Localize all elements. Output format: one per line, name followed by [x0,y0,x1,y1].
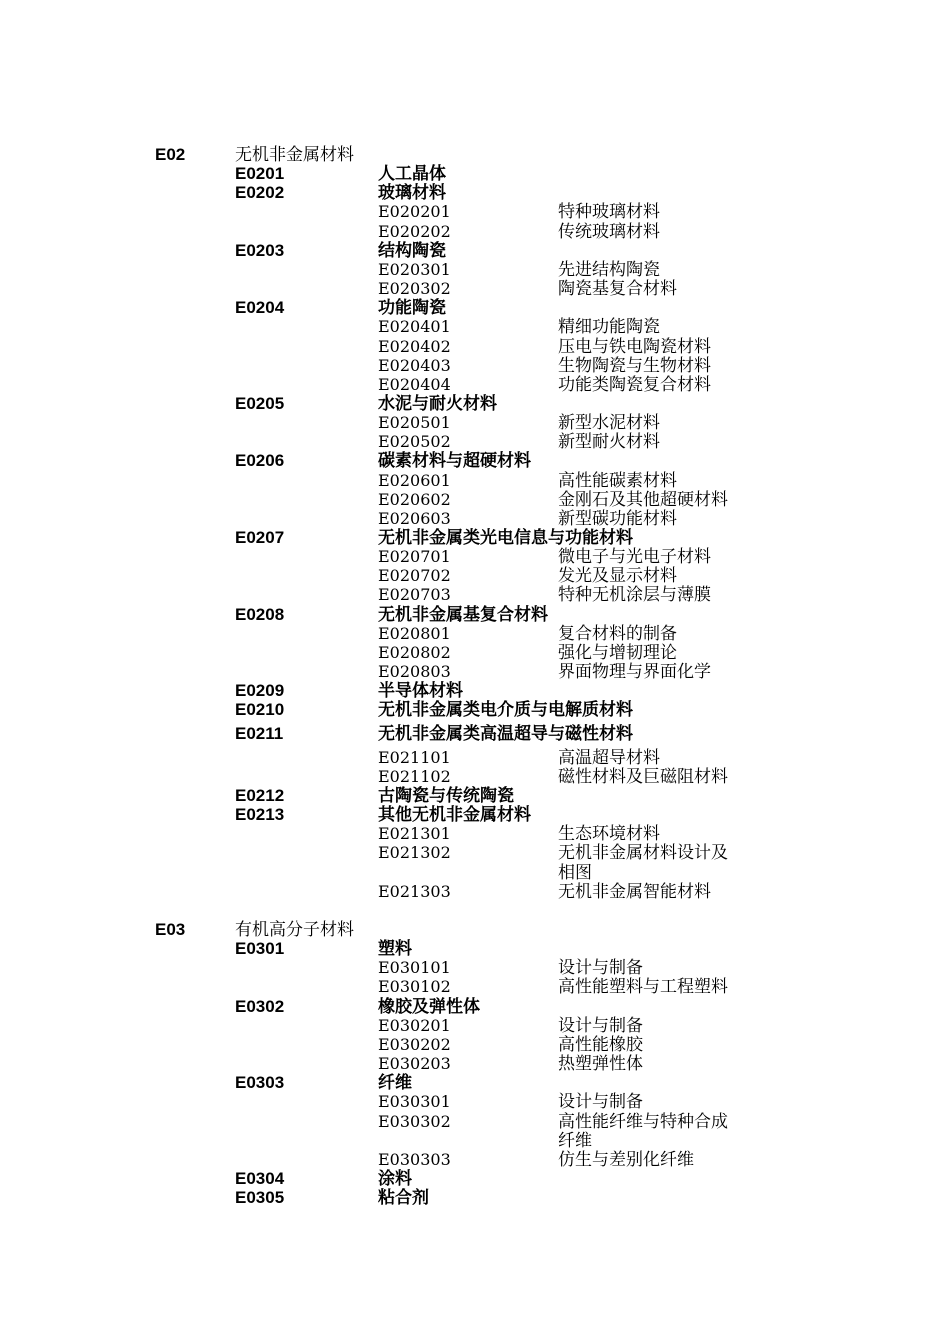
item-code: E020401 [378,317,451,337]
group-code: E0304 [235,1168,285,1188]
item-code: E020802 [378,642,451,662]
item-code: E020402 [378,336,451,356]
group-code: E0210 [235,700,285,720]
group-name: 无机非金属类高温超导与磁性材料 [378,724,633,744]
group-code: E0305 [235,1188,285,1208]
group-name: 无机非金属类光电信息与功能材料 [378,528,633,548]
item-name: 压电与铁电陶瓷材料 [558,336,711,357]
item-code: E020403 [378,355,451,375]
item-code: E020302 [378,279,451,299]
item-code: E030302 [378,1111,451,1131]
item-code: E030301 [378,1092,451,1112]
item-code: E020603 [378,508,451,528]
group-code: E0202 [235,183,285,203]
group-code: E0207 [235,528,285,547]
group-code: E0209 [235,681,285,701]
item-name: 新型碳功能材料 [558,508,677,529]
group-code: E0206 [235,451,285,471]
item-name: 无机非金属材料设计及 [558,843,728,864]
item-code: E020601 [378,470,451,490]
group-name: 橡胶及弹性体 [378,996,480,1017]
group-name: 塑料 [378,939,412,960]
group-code: E0205 [235,393,285,413]
item-name: 高性能纤维与特种合成 [558,1111,728,1132]
group-code: E0201 [235,164,285,184]
item-name: 热塑弹性体 [558,1054,643,1075]
item-name: 先进结构陶瓷 [558,259,660,280]
group-name: 古陶瓷与传统陶瓷 [378,785,514,806]
item-name: 磁性材料及巨磁阻材料 [558,766,728,787]
item-name: 生态环境材料 [558,824,660,845]
section-code: E03 [155,920,186,939]
item-code: E020703 [378,585,451,605]
item-name: 高性能塑料与工程塑料 [558,977,728,998]
group-name: 粘合剂 [378,1188,429,1209]
item-name-line2: 相图 [558,862,592,883]
group-name: 碳素材料与超硬材料 [378,451,531,472]
item-code: E020202 [378,221,451,241]
group-name: 结构陶瓷 [378,240,446,261]
group-name: 涂料 [378,1168,412,1189]
item-code: E030102 [378,977,451,997]
group-code: E0203 [235,240,285,260]
group-name: 水泥与耐火材料 [378,393,497,414]
item-code: E021101 [378,747,451,767]
item-name: 生物陶瓷与生物材料 [558,355,711,376]
section-code: E02 [155,145,186,164]
item-code: E020803 [378,662,451,682]
group-code: E0303 [235,1073,285,1093]
item-code: E020602 [378,489,451,509]
item-name: 复合材料的制备 [558,623,677,644]
group-code: E0302 [235,996,285,1016]
item-name: 新型耐火材料 [558,432,660,453]
item-code: E030201 [378,1015,451,1035]
item-code: E021301 [378,824,451,844]
group-name: 无机非金属基复合材料 [378,604,548,625]
item-code: E020501 [378,413,451,433]
item-name: 传统玻璃材料 [558,221,660,242]
item-name: 发光及显示材料 [558,566,677,587]
item-name-line2: 纤维 [558,1130,592,1151]
section-name: 无机非金属材料 [235,145,354,165]
item-code: E030101 [378,958,451,978]
group-code: E0208 [235,604,285,624]
group-name: 半导体材料 [378,681,463,702]
item-name: 界面物理与界面化学 [558,662,711,683]
item-name: 微电子与光电子材料 [558,547,711,568]
section-name: 有机高分子材料 [235,920,354,940]
item-name: 金刚石及其他超硬材料 [558,489,728,510]
item-name: 强化与增韧理论 [558,642,677,663]
group-name: 其他无机非金属材料 [378,805,531,826]
item-name: 设计与制备 [558,958,643,979]
item-code: E020404 [378,374,451,394]
group-name: 纤维 [378,1073,412,1094]
item-name: 功能类陶瓷复合材料 [558,374,711,395]
item-name: 高性能碳素材料 [558,470,677,491]
item-name: 高温超导材料 [558,747,660,768]
item-code: E020702 [378,566,451,586]
item-code: E021303 [378,881,451,901]
group-code: E0204 [235,298,285,318]
item-code: E020701 [378,547,451,567]
group-name: 功能陶瓷 [378,298,446,319]
item-code: E030203 [378,1054,451,1074]
item-code: E020801 [378,623,451,643]
item-code: E030303 [378,1149,451,1169]
group-code: E0301 [235,939,285,959]
item-code: E030202 [378,1034,451,1054]
group-name: 人工晶体 [378,164,446,185]
item-name: 陶瓷基复合材料 [558,279,677,300]
item-code: E021302 [378,843,451,863]
group-code: E0213 [235,805,285,825]
item-name: 无机非金属智能材料 [558,881,711,902]
item-name: 特种无机涂层与薄膜 [558,585,711,606]
group-name: 无机非金属类电介质与电解质材料 [378,700,633,721]
item-name: 设计与制备 [558,1092,643,1113]
item-name: 新型水泥材料 [558,413,660,434]
item-code: E020301 [378,259,451,279]
item-name: 仿生与差别化纤维 [558,1149,694,1170]
item-name: 精细功能陶瓷 [558,317,660,338]
item-name: 高性能橡胶 [558,1034,643,1055]
item-name: 特种玻璃材料 [558,202,660,223]
group-code: E0211 [235,724,284,743]
item-code: E020502 [378,432,451,452]
group-code: E0212 [235,785,285,805]
item-code: E020201 [378,202,451,222]
group-name: 玻璃材料 [378,183,446,204]
item-name: 设计与制备 [558,1015,643,1036]
item-code: E021102 [378,766,451,786]
